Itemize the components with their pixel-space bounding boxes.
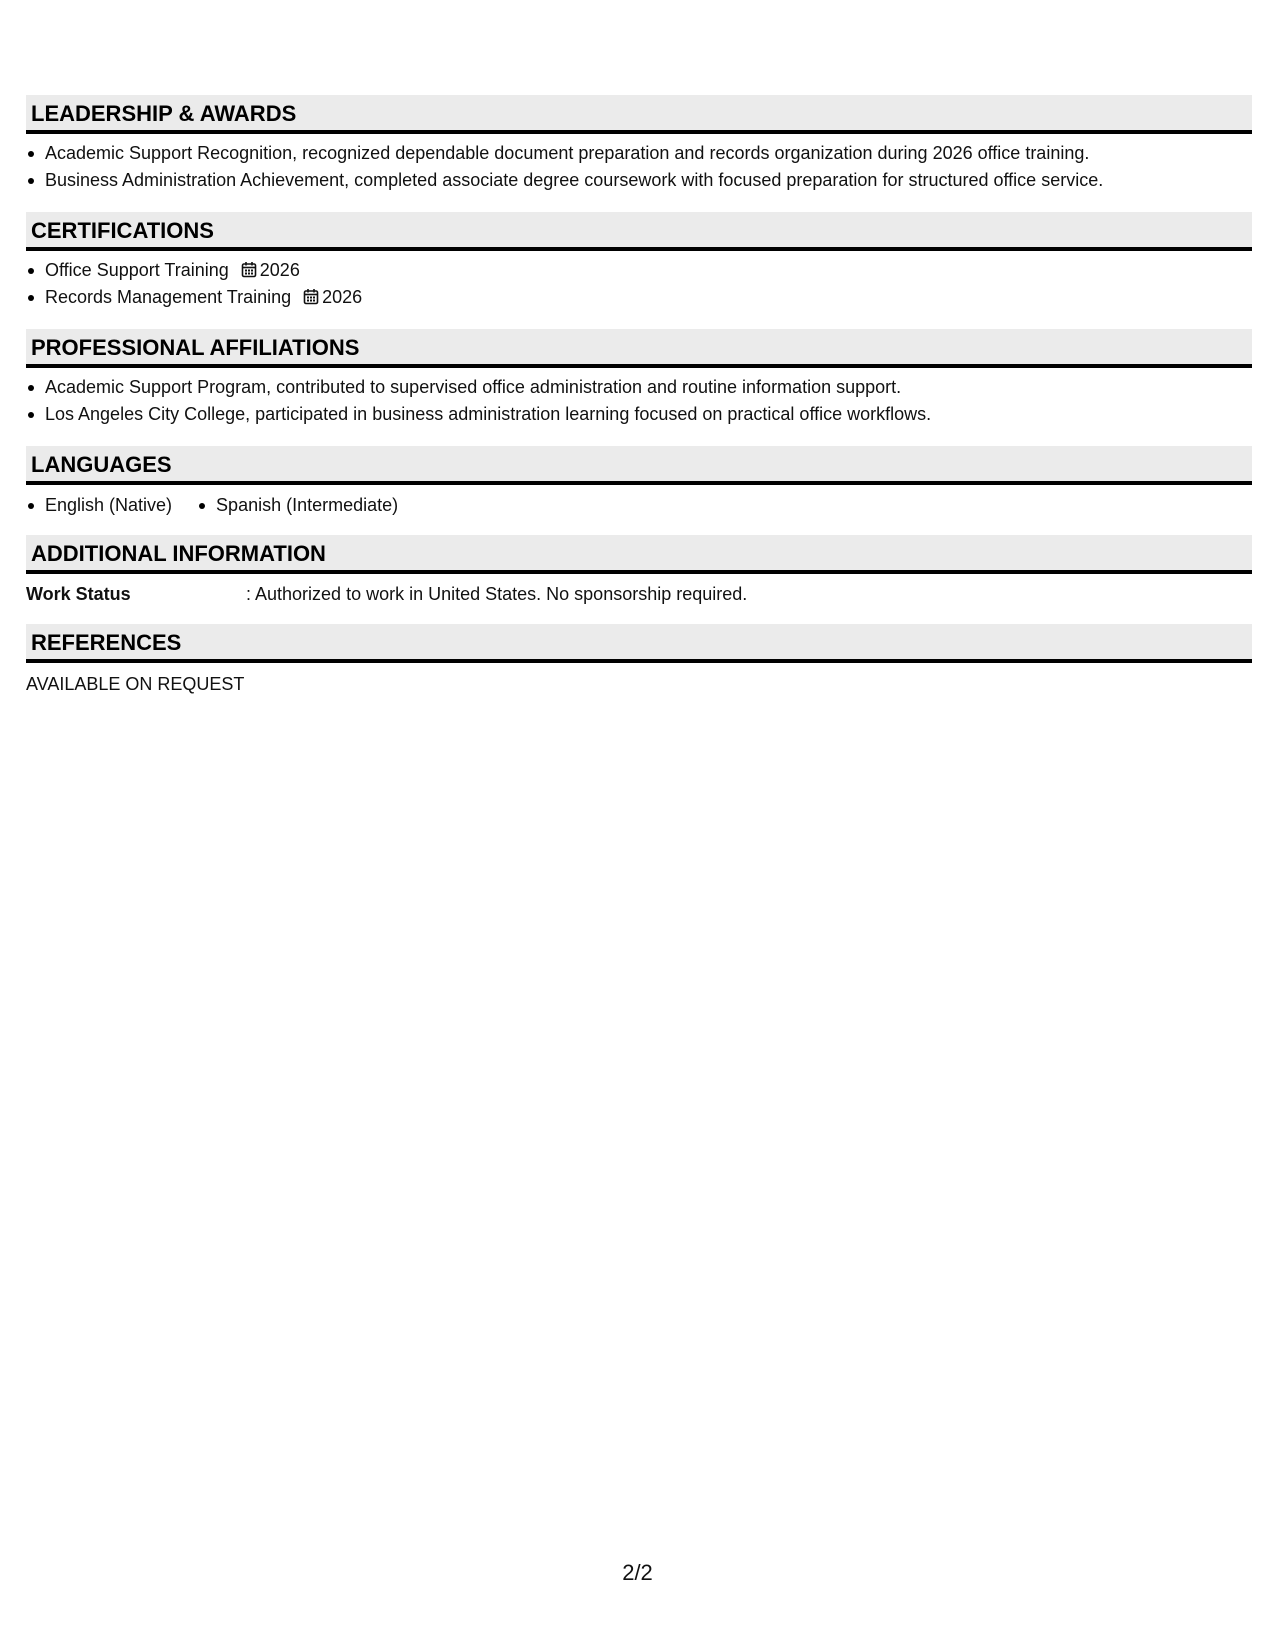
work-status-row: [26, 582, 1252, 606]
section-heading: ADDITIONAL INFORMATION: [26, 535, 1252, 574]
list-item: Los Angeles City College, participated in business administration learning focused on practical office workflows.: [26, 401, 1252, 428]
resume-page-content: [26, 95, 1252, 714]
additional-information-section: [26, 535, 1252, 606]
list-item: Academic Support Recognition, recognized dependable document preparation and records organization during 2026 office training.: [26, 140, 1252, 167]
languages-section: [26, 446, 1252, 517]
language-item: Spanish (Intermediate): [197, 493, 398, 517]
references-section: [26, 624, 1252, 696]
section-heading: REFERENCES: [26, 624, 1252, 663]
certifications-list: [26, 257, 1252, 311]
certification-name: Office Support Training: [45, 260, 229, 280]
list-item: [26, 284, 1252, 311]
work-status-label: Work Status: [26, 584, 131, 604]
languages-list: [26, 493, 1252, 517]
certification-name: Records Management Training: [45, 287, 292, 307]
language-item: English (Native): [26, 493, 172, 517]
leadership-list: [26, 140, 1252, 194]
affiliations-list: [26, 374, 1252, 428]
section-heading: PROFESSIONAL AFFILIATIONS: [26, 329, 1252, 368]
page-number: 2/2: [622, 1560, 653, 1585]
section-heading: CERTIFICATIONS: [26, 212, 1252, 251]
certification-year: 2026: [259, 260, 300, 280]
work-status-value: : Authorized to work in United States. No sponsorship required.: [246, 584, 748, 604]
list-item: Academic Support Program, contributed to supervised office administration and routine information support.: [26, 374, 1252, 401]
professional-affiliations-section: [26, 329, 1252, 428]
certification-year: 2026: [322, 287, 363, 307]
references-text: AVAILABLE ON REQUEST: [26, 674, 245, 694]
section-heading: LEADERSHIP & AWARDS: [26, 95, 1252, 134]
certifications-section: [26, 212, 1252, 311]
calendar-icon: [303, 288, 319, 305]
leadership-awards-section: [26, 95, 1252, 194]
list-item: Business Administration Achievement, completed associate degree coursework with focused preparation for structured office service.: [26, 167, 1252, 194]
calendar-icon: [241, 261, 257, 278]
section-heading: LANGUAGES: [26, 446, 1252, 485]
list-item: [26, 257, 1252, 284]
